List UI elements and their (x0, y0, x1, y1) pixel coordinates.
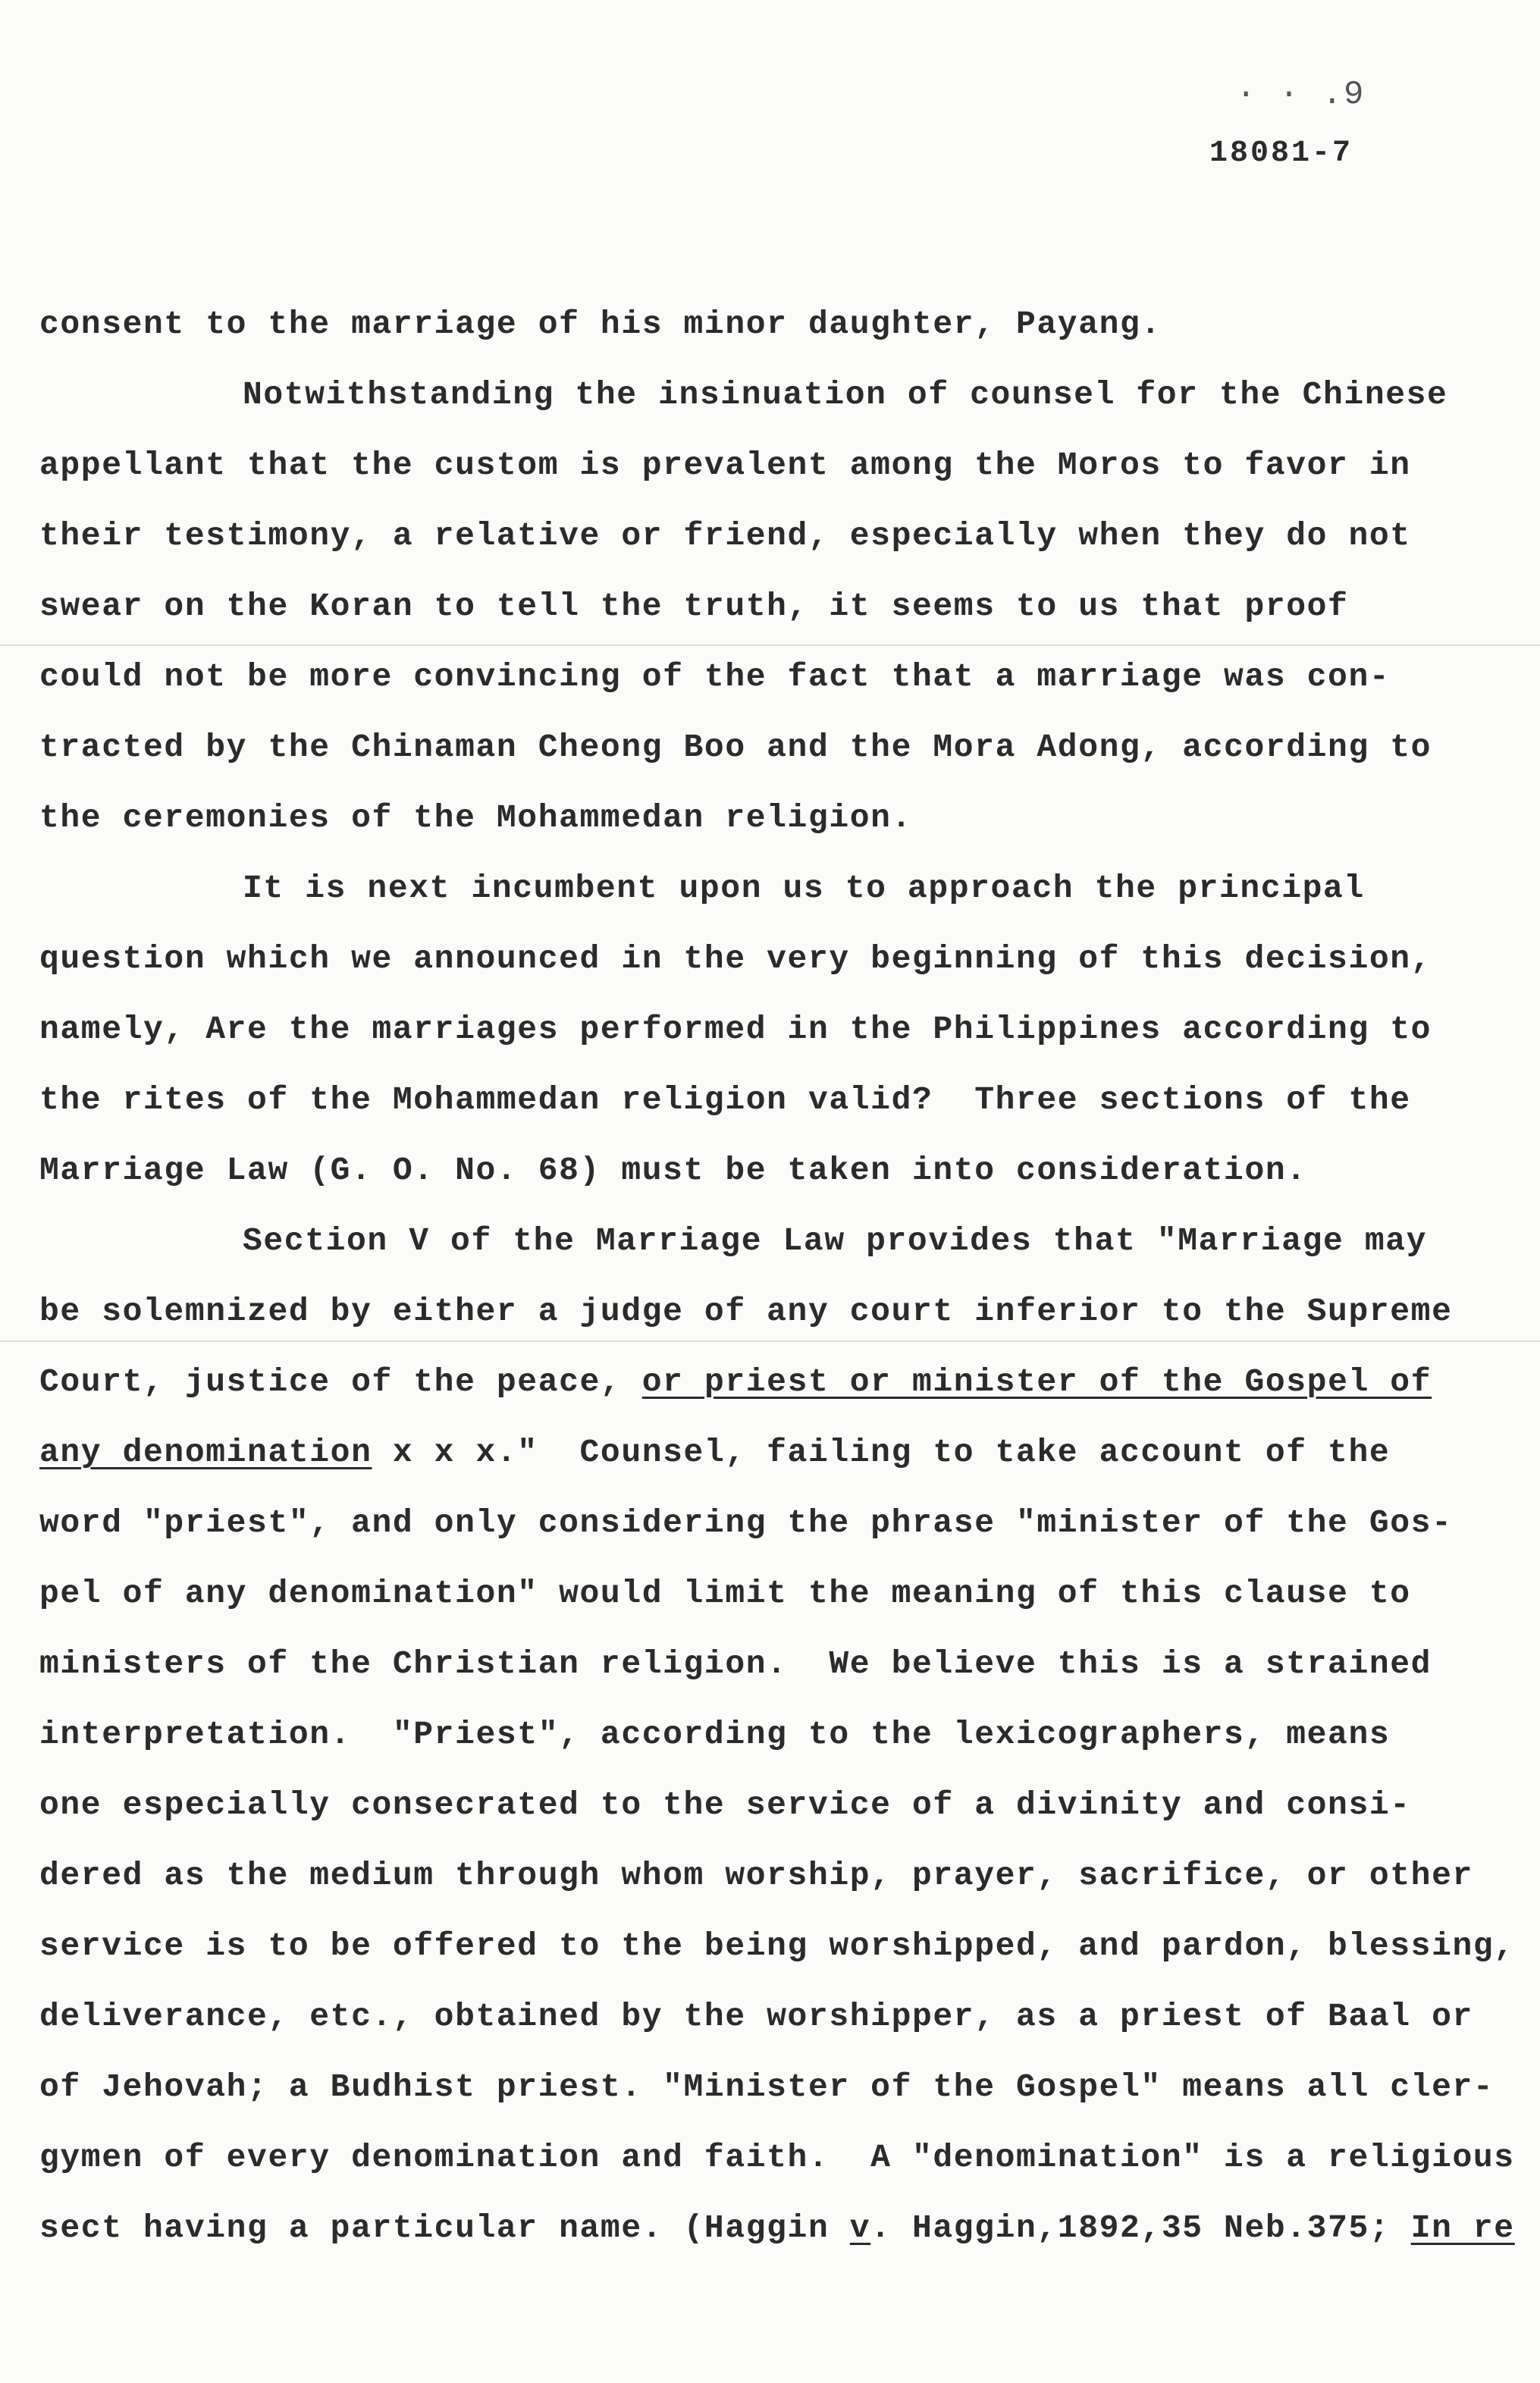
text-line: word "priest", and only considering the phrase "minister of the Gos- (39, 1504, 1453, 1541)
text-line: consent to the marriage of his minor daughter, Payang. (39, 306, 1162, 343)
text-line: dered as the medium through whom worship, prayer, sacrifice, or other (39, 1857, 1473, 1894)
text-segment: Court, justice of the peace, (39, 1363, 622, 1400)
underlined-phrase: In re (1410, 2209, 1515, 2247)
text-line: one especially consecrated to the service of a divinity and consi- (39, 1786, 1411, 1823)
text-line: be solemnized by either a judge of any court inferior to the Supreme (39, 1293, 1453, 1330)
text-segment: . Haggin,1892,35 Neb.375; (870, 2209, 1411, 2247)
text-line: of Jehovah; a Budhist priest. "Minister of the Gospel" means all cler- (39, 2068, 1495, 2106)
text-line: the rites of the Mohammedan religion valid? Three sections of the (39, 1081, 1411, 1118)
text-line: their testimony, a relative or friend, especially when they do not (39, 517, 1411, 554)
text-line: Section V of the Marriage Law provides that "Marriage may (243, 1222, 1428, 1259)
text-line: deliverance, etc., obtained by the worshipper, as a priest of Baal or (39, 1998, 1473, 2035)
underlined-phrase: or priest or minister of the Gospel of (641, 1363, 1432, 1400)
text-line: It is next incumbent upon us to approach the principal (243, 870, 1365, 907)
text-line: pel of any denomination" would limit the meaning of this clause to (39, 1575, 1411, 1612)
text-line (39, 1430, 1526, 1500)
text-segment: sect having a particular name. (Haggin (39, 2209, 850, 2247)
text-line: question which we announced in the very beginning of this decision, (39, 940, 1432, 977)
text-line: could not be more convincing of the fact that a marriage was con- (39, 658, 1391, 695)
underlined-phrase: v (849, 2209, 871, 2247)
text-line: the ceremonies of the Mohammedan religion. (39, 799, 912, 836)
page-number-mark: · · .9 (1236, 76, 1366, 114)
text-segment: x x x." Counsel, failing to take account of the (372, 1434, 1391, 1471)
text-line: Marriage Law (G. O. No. 68) must be taken into consideration. (39, 1152, 1307, 1189)
text-line: interpretation. "Priest", according to the lexicographers, means (39, 1716, 1391, 1753)
text-line: service is to be offered to the being worshipped, and pardon, blessing, (39, 1927, 1515, 1964)
text-line: Notwithstanding the insinuation of counsel for the Chinese (243, 376, 1448, 413)
text-line: tracted by the Chinaman Cheong Boo and the Mora Adong, according to (39, 729, 1432, 766)
text-line (39, 1359, 1526, 1430)
document-id: 18081-7 (1209, 136, 1353, 171)
text-line: namely, Are the marriages performed in the Philippines according to (39, 1011, 1432, 1048)
text-line: ministers of the Christian religion. We believe this is a strained (39, 1645, 1432, 1682)
text-line: gymen of every denomination and faith. A "denomination" is a religious (39, 2139, 1515, 2176)
text-line: appellant that the custom is prevalent among the Moros to favor in (39, 447, 1411, 484)
underlined-phrase: any denomination (39, 1434, 372, 1471)
body-text (39, 302, 1526, 2276)
text-line (39, 2206, 1526, 2276)
text-line: swear on the Koran to tell the truth, it seems to us that proof (39, 588, 1349, 625)
